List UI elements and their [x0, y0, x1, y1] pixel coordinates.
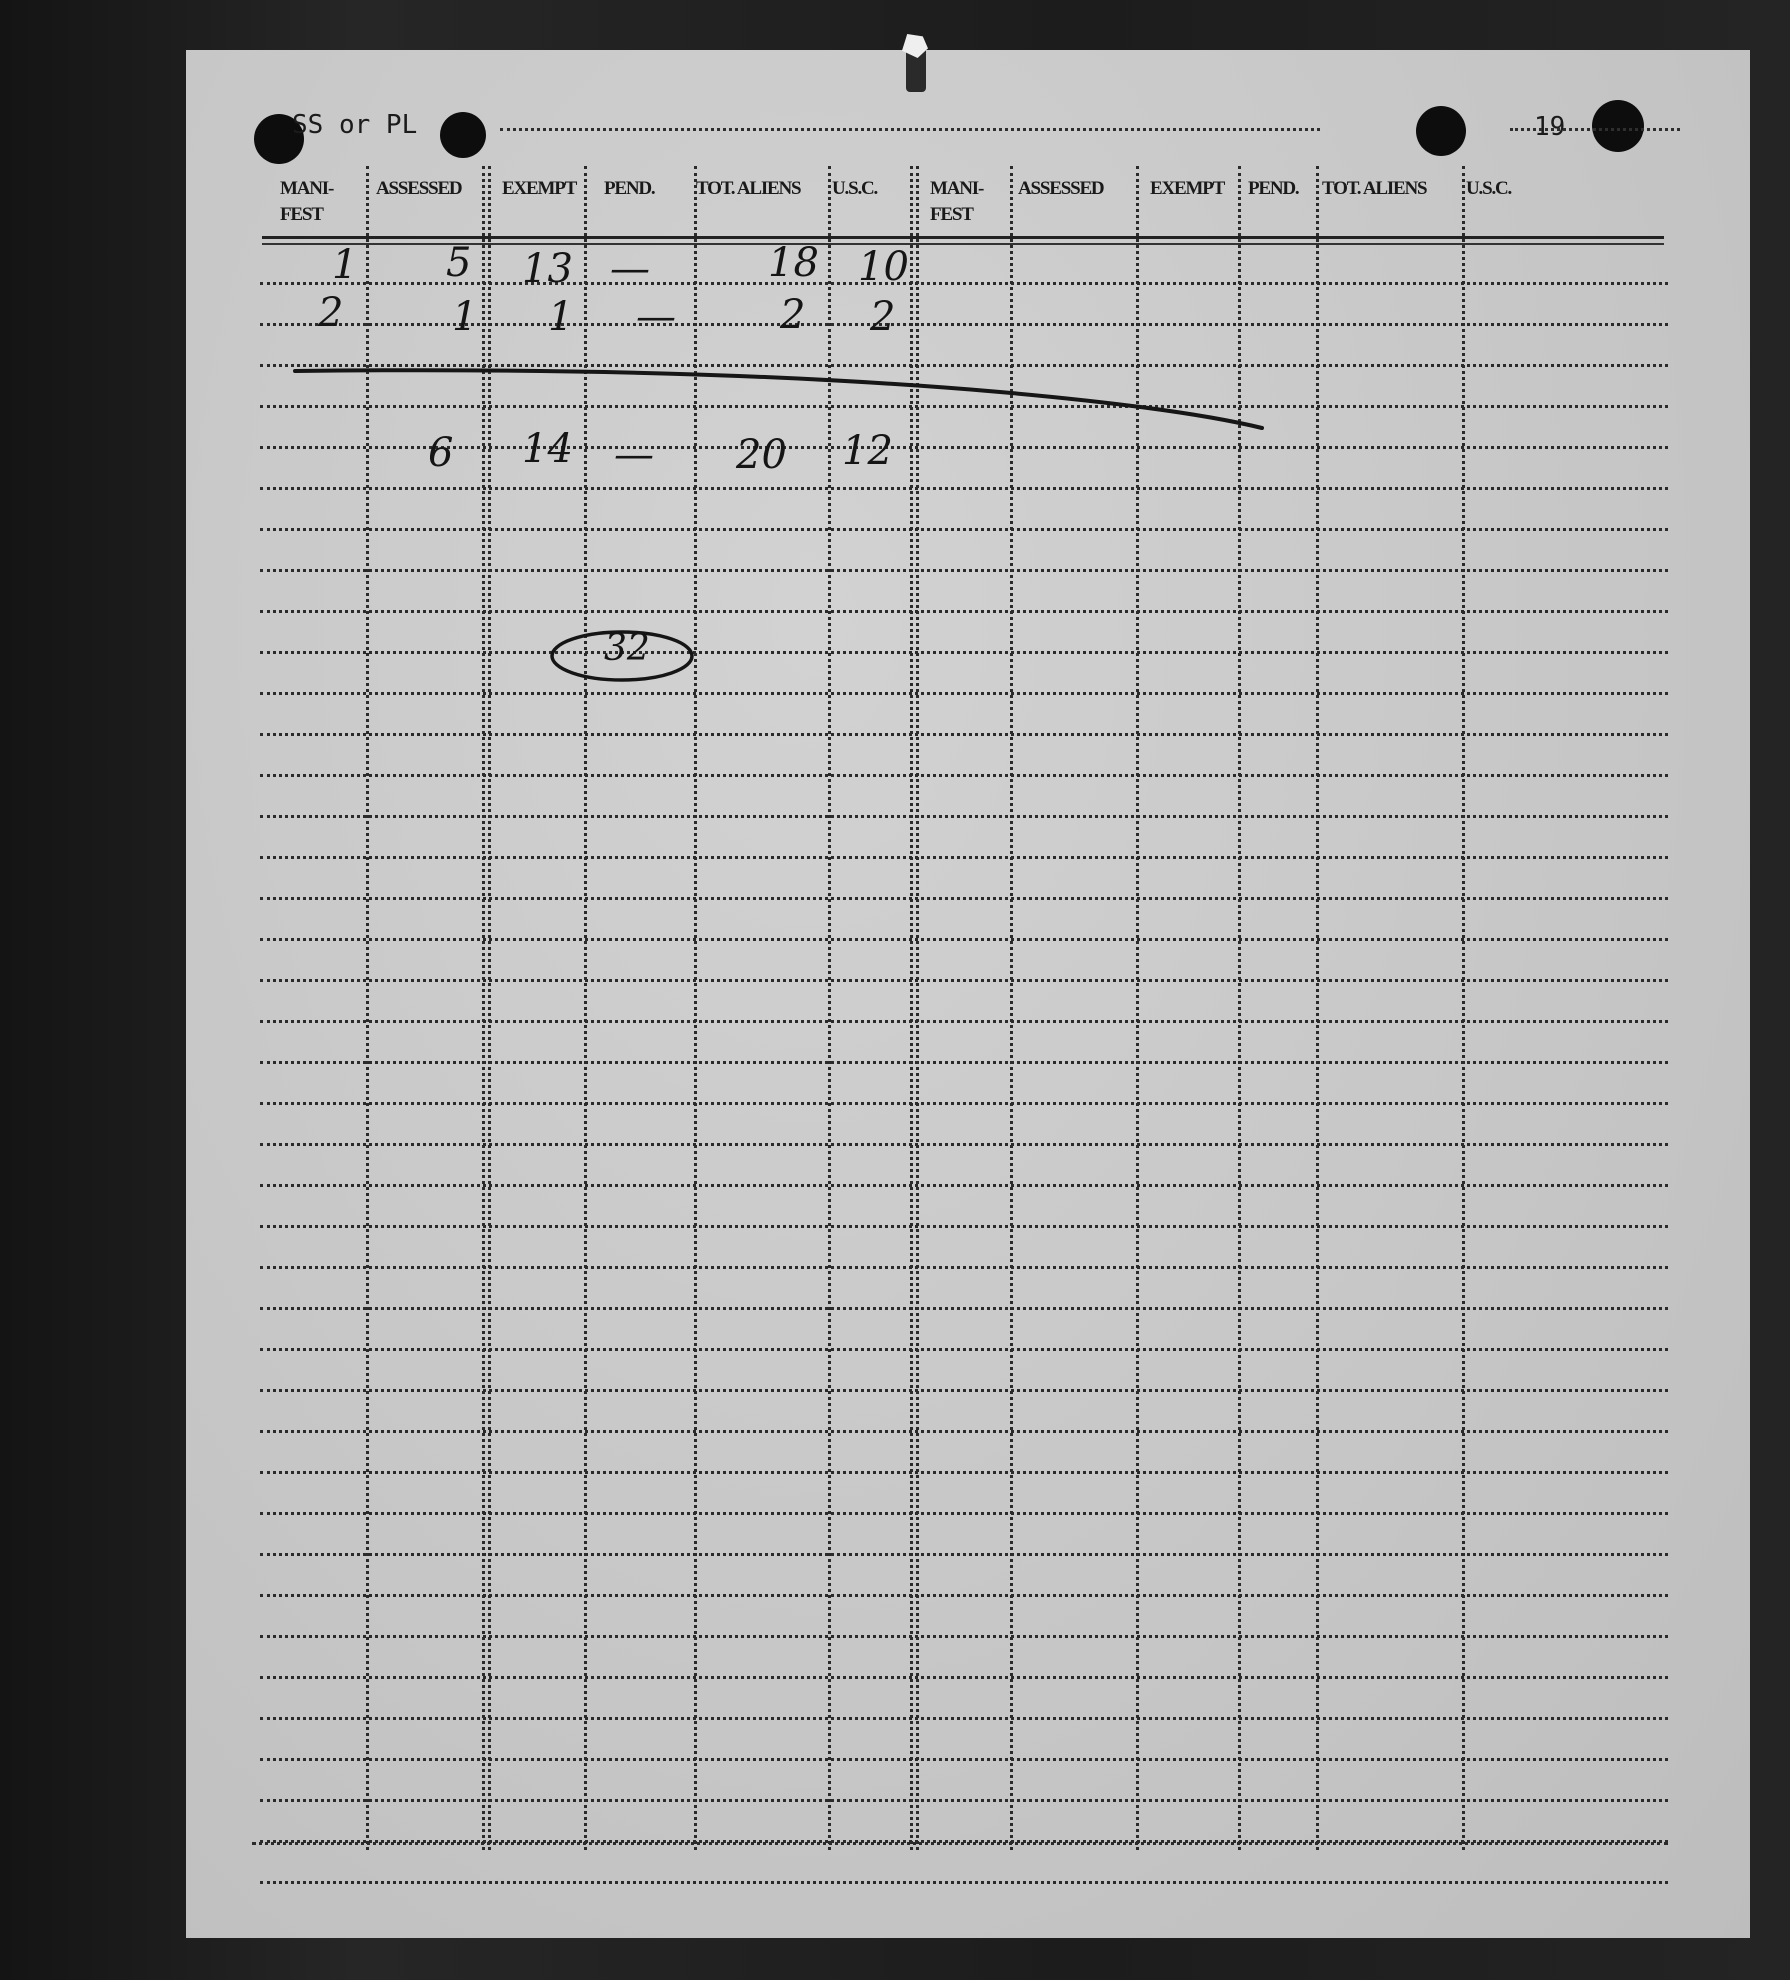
entry-r2-usc: 2: [870, 294, 896, 340]
col-header-tot-aliens-2: TOT. ALIENS: [1322, 178, 1427, 199]
circled-total: 32: [604, 628, 650, 669]
entry-r2-exempt: 1: [548, 294, 574, 340]
entry-r2-assessed: 1: [452, 294, 478, 340]
col-header-usc-2: U.S.C.: [1466, 178, 1512, 199]
entry-r1-pend: —: [610, 246, 650, 292]
entry-total-pend: —: [614, 432, 654, 478]
col-header-usc-1: U.S.C.: [832, 178, 878, 199]
col-header-tot-aliens-1: TOT. ALIENS: [696, 178, 801, 199]
entry-r1-assessed: 5: [446, 240, 472, 286]
col-header-assessed-2: ASSESSED: [1018, 178, 1104, 199]
col-header-assessed-1: ASSESSED: [376, 178, 462, 199]
entry-total-assessed: 6: [428, 430, 454, 476]
ship-label: SS or PL: [292, 110, 418, 140]
entry-r2-manifest: 2: [318, 290, 344, 336]
entry-r1-usc: 10: [858, 244, 909, 290]
entry-total-tot-aliens: 20: [736, 432, 787, 478]
entry-r1-exempt: 13: [522, 246, 573, 292]
entry-total-usc: 12: [842, 428, 893, 474]
entry-r2-pend: —: [636, 294, 676, 340]
col-header-pend-1: PEND.: [604, 178, 655, 199]
col-header-manifest-1: MANI- FEST: [280, 178, 334, 225]
col-header-exempt-1: EXEMPT: [502, 178, 577, 199]
entry-r1-tot-aliens: 18: [768, 240, 819, 286]
entry-r2-tot-aliens: 2: [780, 292, 806, 338]
date-label: 19: [1534, 112, 1566, 142]
entry-r1-manifest: 1: [332, 242, 358, 288]
col-header-manifest-2: MANI- FEST: [930, 178, 984, 225]
entry-total-exempt: 14: [522, 426, 573, 472]
col-header-pend-2: PEND.: [1248, 178, 1299, 199]
col-header-exempt-2: EXEMPT: [1150, 178, 1225, 199]
